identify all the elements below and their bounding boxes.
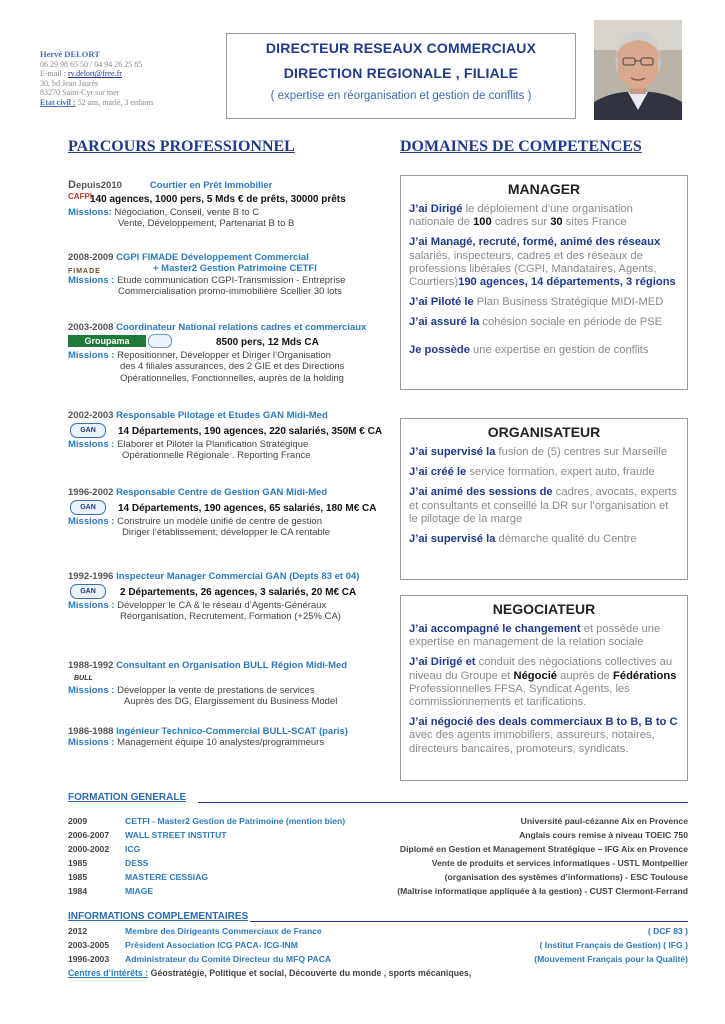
job-role: Coordinateur National relations cadres et commerciaux [116,322,367,333]
row-detail: Vente de produits et services informatiques - USTL Montpellier [431,858,688,868]
job-missions-1 [68,207,388,218]
formation-row [68,857,688,869]
job-missions-2: des 4 filiales assurances, des 2 GIE et des Directions [120,361,345,373]
competence-text: cadres sur [491,216,551,229]
job-entry [68,410,398,462]
competence-figure: 190 agences, 14 départements, 3 régions [458,276,676,289]
job-header [68,660,398,671]
info-row [68,953,688,965]
gan-logo: GAN [70,584,106,599]
competence-text: et possède une expertise en management de la relation sociale [409,623,661,649]
job-role-2: + Master2 Gestion Patrimoine CETFI [153,263,317,275]
candidate-name: Hervé DELORT [40,49,100,59]
formation-row [68,843,688,855]
section-title-parcours: PARCOURS PROFESSIONNEL [68,138,295,155]
job-missions-2: Auprès des DG, Elargissement du Business Model [124,696,338,708]
formation-rule [198,802,688,803]
competence-text: sites France [562,216,627,229]
info-row [68,925,688,937]
job-role-line-2 [68,263,388,275]
job-missions-1 [68,516,398,527]
bull-logo: BULL [74,675,93,683]
job-stat-line [68,191,388,207]
job-missions-1 [68,439,398,450]
job-role: Responsable Pilotage et Etudes GAN Midi-Med [116,410,328,421]
job-year: epuis2010 [75,180,122,191]
job-header [68,726,398,737]
job-year: 1988-1992 [68,660,114,671]
section-title-domaines: DOMAINES DE COMPETENCES [400,138,642,155]
row-detail: Diplomé en Gestion et Management Stratégique – IFG Aix en Provence [399,844,688,854]
job-stat-line [68,498,398,516]
row-name: Membre des Dirigeants Commerciaux de France [125,926,322,936]
competence-verb: J’ai Managé, recruté, formé, animé des réseaux [409,236,661,249]
competence-text: une expertise en gestion de conflits [469,343,649,356]
competence-verb: J’ai animé des sessions de [409,486,553,499]
job-missions-1 [68,275,388,286]
civil-status [40,98,220,108]
row-name: WALL STREET INSTITUT [125,830,227,840]
competence-verb: J’ai négocié des deals commerciaux B to B, B to C [409,716,678,729]
row-name: MASTERE CESSIAG [125,872,209,882]
infos-title: INFORMATIONS COMPLEMENTAIRES [68,911,249,922]
email-line [40,69,220,79]
row-detail: ( DCF 83 ) [647,926,688,936]
row-year: 1985 [68,858,88,868]
competence-verb: Je possède [409,343,470,356]
box-title: ORGANISATEUR [487,424,601,440]
job-stat: 14 Départements, 190 agences, 220 salariés, 350M € CA [118,426,383,438]
job-year-initial: D [68,179,76,191]
competence-item [409,203,679,229]
headline-box [226,33,576,119]
competence-item [409,533,679,546]
job-year: 2002-2003 [68,410,114,421]
gan-badge-icon [148,334,172,348]
row-year: 2003-2005 [68,940,110,950]
row-detail: Université paul-cézanne Aix en Provence [520,816,688,826]
missions-label: Missions : [68,350,115,362]
civil-label: Etat civil : [40,97,76,107]
competence-item [409,296,679,309]
job-role: Ingénieur Technico-Commercial BULL-SCAT (paris) [116,726,348,737]
portrait-image [594,20,682,120]
job-year: 2008-2009 [68,252,114,263]
competence-verb: J’ai supervisé la [409,533,496,546]
job-entry [68,252,388,298]
row-year: 2012 [68,926,88,936]
infos-header [68,911,688,923]
job-missions-1 [68,685,398,696]
job-entry [68,726,398,748]
job-entry [68,660,398,708]
job-header [68,410,398,421]
missions-label: Missions : [68,439,115,451]
job-year: 1996-2002 [68,487,114,498]
competence-verb: J’ai créé le [409,466,467,479]
missions-label: Missions : [68,737,115,749]
competence-text: avec des agents immobiliers, assureurs, notaires, directeurs bancaires, promoteurs, syndicats. [409,729,655,755]
formation-header [68,792,688,804]
competence-verb: Négocié [513,669,558,682]
job-entry [68,487,398,539]
email-label: E-mail : [40,69,68,79]
competence-item [409,466,679,479]
competence-verb: J’ai Dirigé et [409,656,476,669]
headline-title-2: DIRECTION REGIONALE , FILIALE [283,65,519,81]
address-line-2: 83270 Saint-Cyr sur mer [40,88,120,98]
competence-item [409,623,679,649]
competence-text: cadres, avocats, experts et consultants et conseillé la DR sur l’organisation et le pilotage de la marge [409,486,678,525]
gan-logo: GAN [70,423,106,438]
job-year: 1986-1988 [68,726,114,737]
formation-row [68,885,688,897]
job-role: Courtier en Prêt Immobilier [149,180,273,191]
job-missions-2: Vente, Développement, Partenariat B to B [118,218,295,230]
infos-rule [250,921,688,922]
job-missions-1 [68,737,398,748]
competence-box-negociateur [400,595,688,781]
job-header [68,180,388,191]
mission-text: Etude communication CGPI-Transmission - Entreprise [114,275,346,287]
competence-figure: 30 [550,216,563,229]
row-name: ICG [125,844,141,854]
job-role: Responsable Centre de Gestion GAN Midi-Med [116,487,328,498]
headline-subtitle: ( expertise en réorganisation et gestion de conflits ) [270,90,532,102]
competence-item [409,344,679,357]
job-missions-2: Réorganisation, Recrutement, Formation (+25% CA) [120,611,341,623]
mission-text: Développer le CA & le réseau d’Agents-Généraux [114,600,327,612]
missions-label: Missions : [68,685,115,697]
job-missions-2: Commercialisation promo-immobilière Scellier 30 lots [118,286,342,298]
row-year: 2009 [68,816,88,826]
job-entry [68,322,388,384]
competence-text: Professionnelles FFSA, Syndicat Agents, les commissionnements et tarifications. [409,682,630,709]
row-year: 2006-2007 [68,830,110,840]
job-stat-line [68,421,398,439]
job-header [68,487,398,498]
competence-text: Plan Business Stratégique MIDI-MED [473,296,664,309]
civil-value: 52 ans, marié, 3 enfants [75,97,154,107]
address-line-1: 30, bd Jean Jaurès [40,78,99,88]
mission-text: Management équipe 10 analystes/programmeurs [114,737,325,749]
competence-verb: J’ai accompagné le changement [409,623,581,635]
box-title: NEGOCIATEUR [492,601,596,617]
competence-verb: J’ai Dirigé [409,203,463,215]
mission-text: Développer la vente de prestations de services [114,685,315,697]
job-missions-2: Diriger l’établissement, développer le CA rentable [122,527,331,539]
row-detail: Anglais cours remise à niveau TOEIC 750 [519,830,688,840]
competence-item [409,656,679,709]
job-role: CGPI FIMADE Développement Commercial [116,252,309,263]
formation-row [68,815,688,827]
competence-text: auprès de [557,669,614,682]
headline-title-1: DIRECTEUR RESEAUX COMMERCIAUX [265,40,537,56]
competence-text: service formation, expert auto, fraude [466,466,655,479]
job-stat: 140 agences, 1000 pers, 5 Mds € de prêts, 30000 prêts [90,194,346,206]
job-entry [68,180,388,230]
competence-item [409,316,679,329]
row-name: MIAGE [125,886,154,896]
groupama-logo: Groupama [68,335,146,347]
competence-verb: J’ai assuré la [409,316,480,329]
competence-verb: J’ai supervisé la [409,446,496,458]
mission-text: Elaborer et Piloter la Planification Stratégique [114,439,309,451]
row-name: Président Association ICG PACA- ICG-INM [125,940,298,950]
job-role: Inspecteur Manager Commercial GAN (Depts 83 et 04) [116,571,360,582]
formation-row [68,829,688,841]
job-missions-1 [68,350,388,361]
row-name: DESS [125,858,149,868]
competence-text: cohésion sociale en période de PSE [479,316,663,329]
competence-item [409,236,679,289]
job-stat: 14 Départements, 190 agences, 65 salariés, 180 M€ CA [118,503,377,515]
row-detail: (Maîtrise informatique appliquée à la gestion) - CUST Clermont-Ferrand [397,886,688,896]
job-stat-line [68,333,388,350]
row-year: 2000-2002 [68,844,110,854]
job-header [68,322,388,333]
competence-text: démarche qualité du Centre [495,533,637,546]
job-missions-2: Opérationnelle Régionale . Reporting France [122,450,311,462]
mission-text: Négociation, Conseil, vente B to C [111,207,260,219]
row-year: 1984 [68,886,88,896]
competence-item [409,716,679,756]
competence-figure: 100 [473,216,492,229]
phones: 06 29 98 65 50 / 04 94 26 25 85 [40,59,143,69]
fimade-logo: FIMADE [68,268,101,276]
job-year: 1992-1996 [68,571,114,582]
job-missions-3: Opérationnelles, Fonctionnelles, auprès de la holding [120,372,344,384]
competence-text: conduit des négociations collectives au niveau du Groupe et [409,656,673,682]
row-detail: (organisation des systèmes d’informations) - ESC Toulouse [444,872,688,882]
email-link[interactable]: rv.delort@free.fr [68,69,122,79]
competence-verb: Fédérations [613,669,677,682]
interests-text: Géostratégie, Politique et social, Découverte du monde , sports mécaniques, [148,968,472,978]
competence-verb: J’ai Piloté le [409,296,474,309]
row-name: Administrateur du Comité Directeur du MFQ PACA [125,954,332,964]
gan-logo: GAN [70,500,106,515]
job-stat: 8500 pers, 12 Mds CA [216,337,319,349]
job-year: 2003-2008 [68,322,114,333]
competence-box-organisateur [400,418,688,580]
job-missions-1 [68,600,398,611]
job-header [68,571,398,582]
mission-text: Construire un modèle unifié de centre de gestion [114,516,322,528]
interests-label: Centres d’intérêts : [68,968,149,978]
contact-block [40,50,220,108]
info-row [68,939,688,951]
job-stat: 2 Départements, 26 agences, 3 salariés, 20 M€ CA [120,587,357,599]
competence-text: salariés, inspecteurs, cadres et des réseaux de professions libérales (CGPI, Mandataires, Agents, Courtiers) [409,249,657,289]
missions-label: Missions : [68,516,115,528]
competence-item [409,446,679,459]
profile-photo [594,20,682,120]
job-header [68,252,388,263]
job-role: Consultant en Organisation BULL Région Midi-Med [116,660,348,671]
missions-label: Missions : [68,600,115,612]
competence-box-manager [400,175,688,390]
competence-text: le déploiement d’une organisation nationale de [409,203,633,229]
formation-row [68,871,688,883]
job-entry [68,571,398,623]
box-title: MANAGER [507,181,581,197]
interests-line [68,968,471,978]
job-logo-line [68,671,398,685]
competence-text: fusion de (5) centres sur Marseille [495,446,668,458]
competence-item [409,486,679,526]
formation-title: FORMATION GENERALE [68,792,187,803]
missions-label: Missions: [68,207,112,219]
cafpi-logo: CAFPI [68,192,92,202]
row-detail: (Mouvement Français pour la Qualité) [534,954,688,964]
row-year: 1996-2003 [68,954,110,964]
row-detail: ( Institut Français de Gestion) ( IFG ) [539,940,688,950]
row-name: CETFI - Master2 Gestion de Patrimoine (mention bien) [125,816,346,826]
job-stat-line [68,582,398,600]
missions-label: Missions : [68,275,115,287]
row-year: 1985 [68,872,88,882]
mission-text: Repositionner, Développer et Diriger l’Organisation [114,350,331,362]
